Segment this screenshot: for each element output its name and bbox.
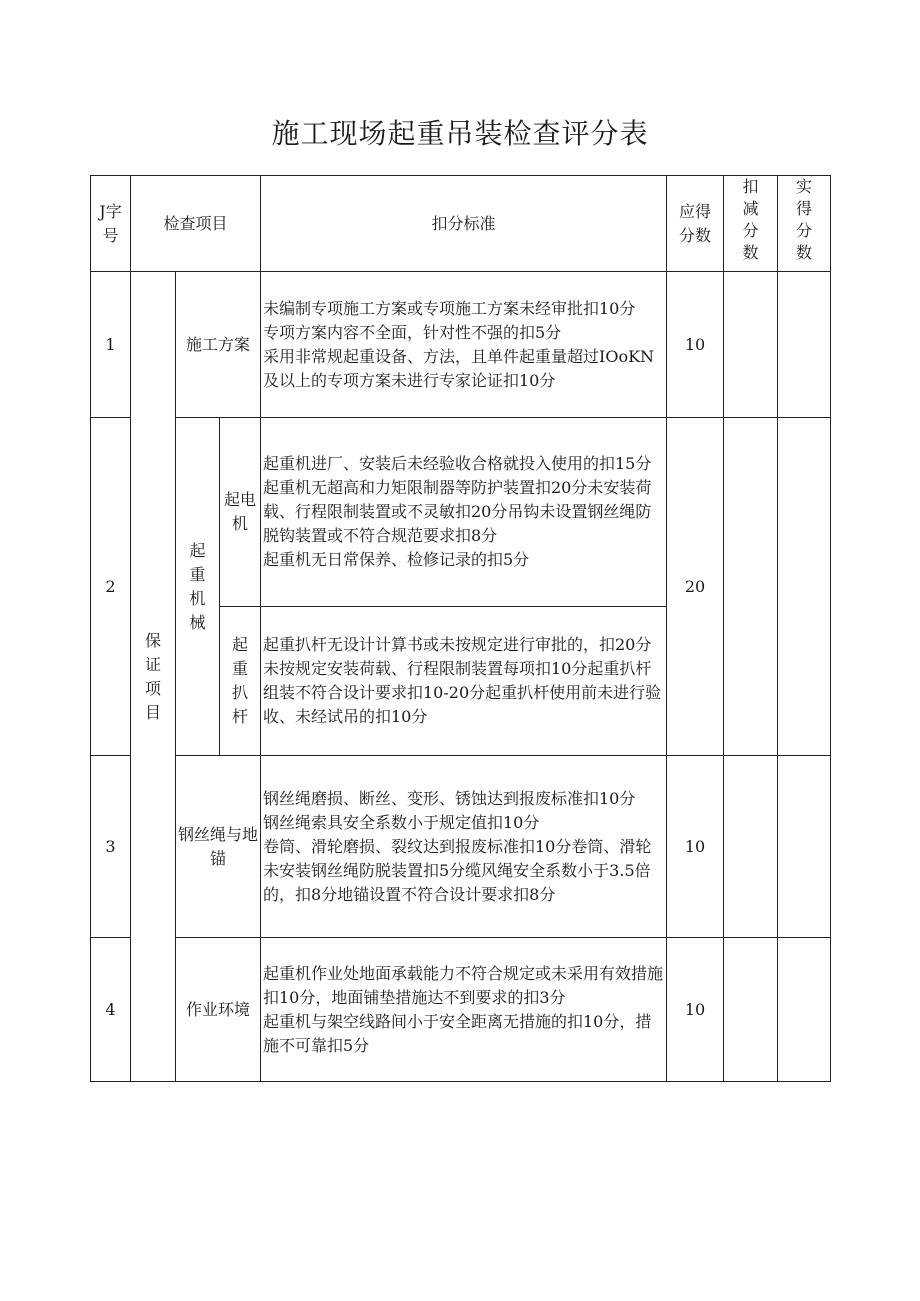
header-criteria: 扣分标准: [261, 176, 667, 272]
actual-score[interactable]: [778, 272, 831, 418]
criteria-line: 起重机与架空线路间小于安全距离无措施的扣10分，措施不可靠扣5分: [263, 1011, 652, 1055]
actual-score[interactable]: [778, 418, 831, 756]
criteria-cell: [261, 938, 667, 1082]
category-cell: 保证项目: [131, 272, 176, 1082]
header-seq: J字号: [91, 176, 131, 272]
deduct-score[interactable]: [724, 418, 778, 756]
item-name: 钢丝绳与地锚: [176, 756, 261, 938]
criteria-cell: [261, 607, 667, 756]
page-title: 施工现场起重吊装检查评分表: [271, 117, 649, 150]
criteria-line: 起重机进厂、安装后未经验收合格就投入使用的扣15分: [263, 454, 652, 473]
criteria-line: 专项方案内容不全面，针对性不强的扣5分: [263, 322, 562, 342]
row-number: 4: [91, 938, 131, 1082]
criteria-line: 钢丝绳磨损、断丝、变形、锈蚀达到报废标准扣10分: [263, 788, 636, 808]
table-row: [91, 418, 831, 607]
item-name: 起重机械: [176, 418, 220, 756]
table-row: [91, 272, 831, 418]
criteria-line: 未按规定安装荷载、行程限制装置每项扣10分起重扒杆组装不符合设计要求扣10-20分起重扒杆使用前未进行验收、未经试吊的扣10分: [263, 659, 662, 726]
criteria-cell: [261, 756, 667, 938]
criteria-line: 起重机作业处地面承载能力不符合规定或未采用有效措施扣10分，地面铺垫措施达不到要求的扣3分: [263, 963, 664, 1007]
criteria-line: 起重扒杆无设计计算书或未按规定进行审批的，扣20分: [263, 635, 652, 654]
criteria-cell: [261, 418, 667, 607]
deduct-score[interactable]: [724, 272, 778, 418]
deduct-score[interactable]: [724, 756, 778, 938]
sub-item-name: 起电机: [220, 418, 261, 607]
header-item: 检查项目: [131, 176, 261, 272]
criteria-line: 起重机无日常保养、检修记录的扣5分: [263, 550, 530, 569]
actual-score[interactable]: [778, 756, 831, 938]
full-score: 10: [667, 938, 724, 1082]
header-full-score: 应得分数: [667, 176, 724, 272]
deduct-score[interactable]: [724, 938, 778, 1082]
table-row: [91, 938, 831, 1082]
header-actual: 实得分数: [778, 176, 831, 272]
full-score: 10: [667, 272, 724, 418]
criteria-line: 卷筒、滑轮磨损、裂纹达到报废标准扣10分卷筒、滑轮未安装钢丝绳防脱装置扣5分缆风绳安全系数小于3.5倍的，扣8分地锚设置不符合设计要求扣8分: [263, 836, 652, 904]
sub-item-name: 起重扒杆: [220, 607, 261, 756]
criteria-line: 采用非常规起重设备、方法，且单件起重量超过IOoKN及以上的专项方案未进行专家论证扣10分: [263, 346, 655, 390]
inspection-score-table: [90, 175, 831, 1082]
header-deduct: 扣减分数: [724, 176, 778, 272]
criteria-line: 未编制专项施工方案或专项施工方案未经审批扣10分: [263, 298, 636, 318]
row-number: 1: [91, 272, 131, 418]
full-score: 10: [667, 756, 724, 938]
item-name: 施工方案: [176, 272, 261, 418]
table-row: [91, 756, 831, 938]
criteria-cell: [261, 272, 667, 418]
header-row: [91, 176, 831, 272]
full-score: 20: [667, 418, 724, 756]
actual-score[interactable]: [778, 938, 831, 1082]
criteria-line: 起重机无超高和力矩限制器等防护装置扣20分未安装荷载、行程限制装置或不灵敏扣20分吊钩未设置钢丝绳防脱钩装置或不符合规范要求扣8分: [263, 478, 652, 545]
criteria-line: 钢丝绳索具安全系数小于规定值扣10分: [263, 812, 540, 832]
row-number: 3: [91, 756, 131, 938]
item-name: 作业环境: [176, 938, 261, 1082]
row-number: 2: [91, 418, 131, 756]
